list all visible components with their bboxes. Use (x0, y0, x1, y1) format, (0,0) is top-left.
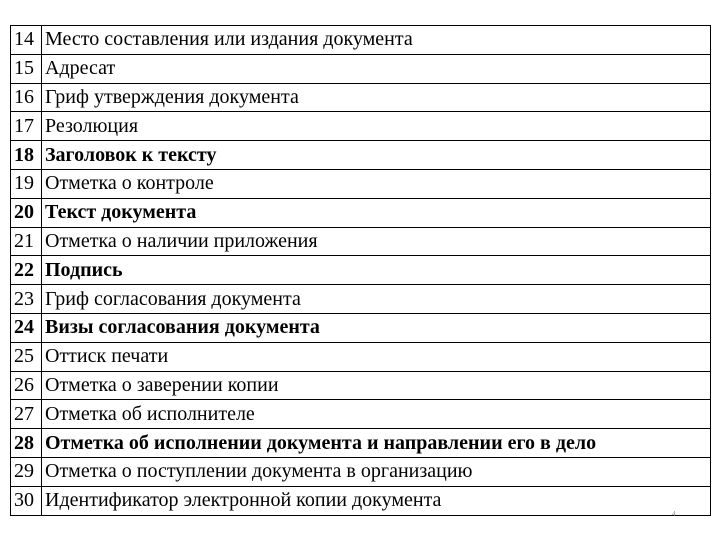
row-number: 17 (11, 112, 42, 141)
row-requisite-name: Отметка об исполнении документа и направлении его в дело (42, 429, 711, 458)
table-row (11, 400, 711, 429)
table-row (11, 429, 711, 458)
row-number: 29 (11, 457, 42, 486)
row-requisite-name: Отметка о наличии приложения (42, 227, 711, 256)
table-row (11, 457, 711, 486)
row-number: 25 (11, 342, 42, 371)
table-row (11, 285, 711, 314)
table-row (11, 112, 711, 141)
requisites-table-body (11, 26, 711, 516)
row-requisite-name: Гриф утверждения документа (42, 83, 711, 112)
table-row (11, 371, 711, 400)
table-row (11, 54, 711, 83)
row-requisite-name: Заголовок к тексту (42, 141, 711, 170)
table-row (11, 227, 711, 256)
table-row (11, 256, 711, 285)
row-number: 23 (11, 285, 42, 314)
row-requisite-name: Отметка о поступлении документа в организацию (42, 457, 711, 486)
table-row (11, 26, 711, 55)
table-row (11, 169, 711, 198)
row-number: 27 (11, 400, 42, 429)
row-requisite-name: Отметка об исполнителе (42, 400, 711, 429)
row-requisite-name: Место составления или издания документа (42, 26, 711, 55)
row-requisite-name: Отметка о заверении копии (42, 371, 711, 400)
row-number: 30 (11, 486, 42, 515)
row-number: 26 (11, 371, 42, 400)
row-requisite-name: Адресат (42, 54, 711, 83)
row-requisite-name: Визы согласования документа (42, 313, 711, 342)
requisites-table (10, 25, 711, 516)
row-number: 21 (11, 227, 42, 256)
row-number: 14 (11, 26, 42, 55)
row-number: 22 (11, 256, 42, 285)
row-requisite-name: Отметка о контроле (42, 169, 711, 198)
row-number: 15 (11, 54, 42, 83)
row-number: 16 (11, 83, 42, 112)
table-row (11, 141, 711, 170)
table-row (11, 313, 711, 342)
row-requisite-name: Подпись (42, 256, 711, 285)
row-requisite-name: Резолюция (42, 112, 711, 141)
row-number: 20 (11, 198, 42, 227)
table-row (11, 342, 711, 371)
row-requisite-name: Идентификатор электронной копии документа (42, 486, 711, 515)
row-number: 28 (11, 429, 42, 458)
row-requisite-name: Оттиск печати (42, 342, 711, 371)
row-number: 18 (11, 141, 42, 170)
row-number: 19 (11, 169, 42, 198)
row-requisite-name: Гриф согласования документа (42, 285, 711, 314)
table-row (11, 486, 711, 515)
table-row (11, 83, 711, 112)
row-number: 24 (11, 313, 42, 342)
page-number: 4 (672, 510, 676, 518)
row-requisite-name: Текст документа (42, 198, 711, 227)
table-row (11, 198, 711, 227)
